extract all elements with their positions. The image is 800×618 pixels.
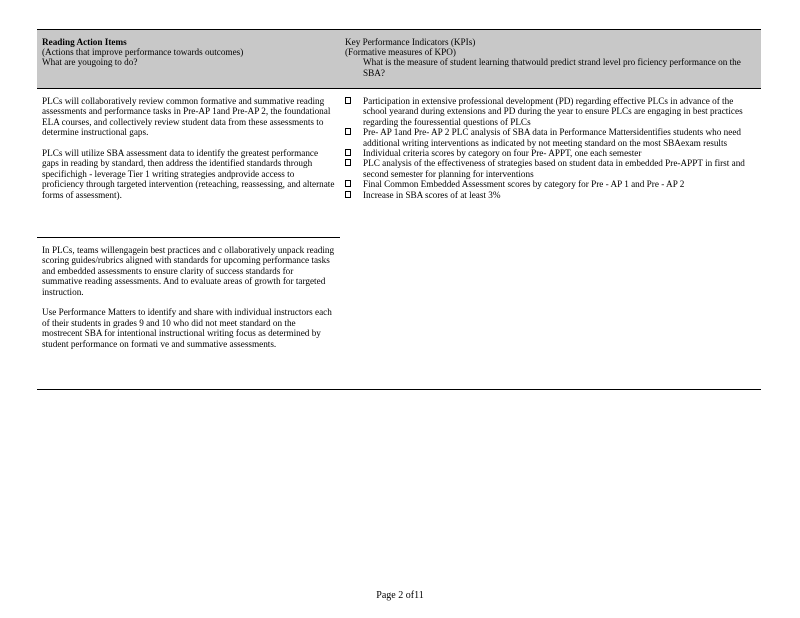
- bullet-box-icon: [345, 191, 351, 198]
- kpi-text: PLC analysis of the effectiveness of strategies based on student data in embedded Pre-APPT in first and second semester for planning for interventions: [363, 158, 745, 179]
- kpi-header: [345, 37, 757, 78]
- kpi-item: [345, 179, 757, 189]
- kpi-subtitle: (Formative measures of KPO): [345, 47, 456, 58]
- kpi-item: [345, 148, 757, 158]
- bullet-box-icon: [345, 97, 351, 104]
- table-header-row: [37, 29, 761, 89]
- action-items-subtitle: (Actions that improve performance towards outcomes): [42, 47, 244, 58]
- bullet-box-icon: [345, 180, 351, 187]
- action-paragraph: PLCs will collaboratively review common formative and summative reading assessments and performance tasks in Pre-AP 1and Pre-AP 2, the foundational ELA courses, and collectively review student data from these assessments to determine instructional gaps.: [42, 96, 331, 138]
- action-paragraph: Use Performance Matters to identify and share with individual instructors each of their students in grades 9 and 10 who did not meet standard on the mostrecent SBA for intentional instructional writing focus as determined by student performance on formati ve and summative assessments.: [42, 307, 332, 349]
- kpi-column: [345, 96, 757, 200]
- kpi-item: [345, 127, 757, 148]
- kpi-text: Final Common Embedded Assessment scores by category for Pre - AP 1 and Pre - AP 2: [363, 179, 685, 190]
- kpi-text: Participation in extensive professional development (PD) regarding effective PLCs in advance of the school yearand during extensions and PD during the year to ensure PLCs are engaging in best practices regarding the fouressential questions of PLCs: [363, 96, 743, 127]
- table-body: [37, 89, 761, 390]
- bullet-box-icon: [345, 128, 351, 135]
- kpi-item: [345, 190, 757, 200]
- kpi-text: Pre- AP 1and Pre- AP 2 PLC analysis of SBA data in Performance Mattersidentifies students who need additional writing interventions as indicated by not meeting standard on the most SBAexam results: [363, 127, 741, 148]
- action-paragraph: PLCs will utilize SBA assessment data to identify the greatest performance gaps in reading by standard, then address the identified standards through specifichigh - leverage Tier 1 writing strategies andprovide access to proficiency through targeted intervention (reteaching, reassessing, and alternate forms of assessment).: [42, 148, 335, 200]
- action-items-header: [42, 37, 332, 68]
- kpi-item: [345, 158, 757, 179]
- plan-table: [37, 29, 761, 390]
- action-cell-1: [37, 89, 340, 236]
- kpi-text: Individual criteria scores by category on four Pre- APPT, one each semester: [363, 148, 642, 159]
- kpi-item: [345, 96, 757, 127]
- action-paragraph: In PLCs, teams willengagein best practices and c ollaboratively unpack reading scoring guides/rubrics aligned with standards for upcoming performance tasks and embedded assessments to ensure clarity of success standards for summative reading assessments. And to evaluate areas of growth for targeted instruction.: [42, 245, 335, 297]
- bullet-box-icon: [345, 159, 351, 166]
- action-items-question: What are yougoing to do?: [42, 57, 138, 68]
- action-items-column: [37, 89, 340, 405]
- action-items-title: Reading Action Items: [42, 37, 127, 47]
- kpi-title: Key Performance Indicators (KPIs): [345, 37, 476, 47]
- action-cell-2: [37, 237, 340, 405]
- kpi-question: What is the measure of student learning thatwould predict strand level pro ficiency performance on the SBA?: [363, 57, 741, 78]
- page-number: Page 2 of11: [376, 590, 424, 601]
- kpi-text: Increase in SBA scores of at least 3%: [363, 189, 501, 200]
- bullet-box-icon: [345, 149, 351, 156]
